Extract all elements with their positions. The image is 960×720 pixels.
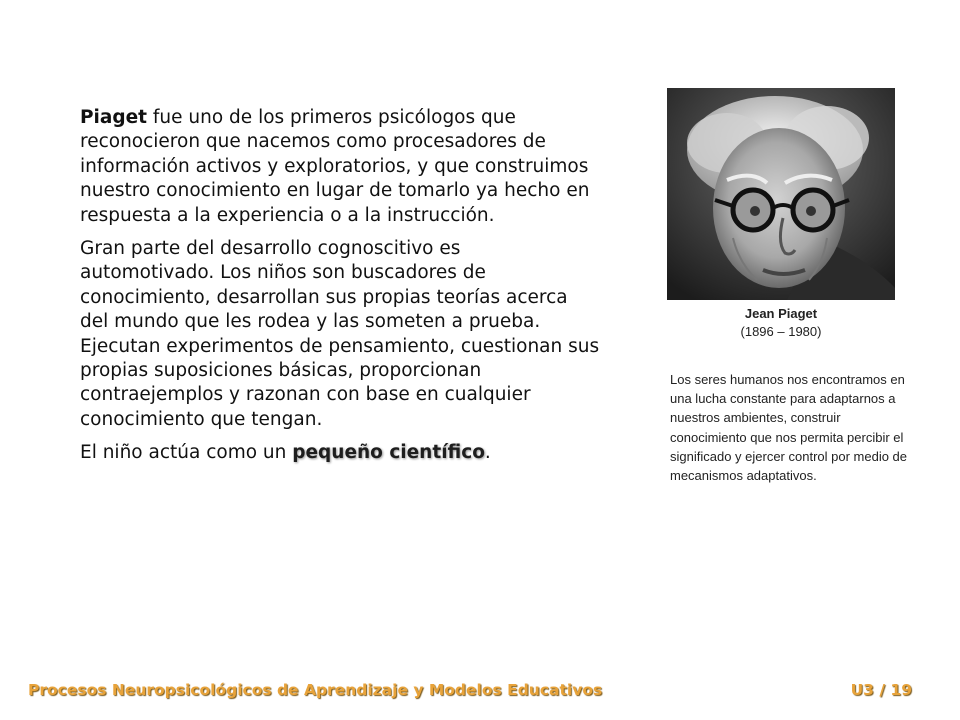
footer xyxy=(28,681,912,699)
course-title: Procesos Neuropsicológicos de Aprendizaje y Modelos Educativos xyxy=(28,681,603,699)
little-scientist-highlight: pequeño científico xyxy=(292,442,485,464)
piaget-bold-lead: Piaget xyxy=(80,107,148,128)
intro-text: fue uno de los primeros psicólogos que reconocieron que nacemos como procesadores de información activos y exploratorios, y que construimos nuestro conocimiento en lugar de tomarlo ya hecho en respuesta a la experiencia o a la instrucción. xyxy=(80,107,590,226)
conclusion-before: El niño actúa como un xyxy=(80,442,293,464)
sidebar-quote: Los seres humanos nos encontramos en una lucha constante para adaptarnos a nuestros ambientes, construir conocimiento que nos permita percibir el significado y ejercer control por medio de mecanismos adaptativos. xyxy=(670,372,908,484)
portrait-years: (1896 – 1980) xyxy=(740,324,822,339)
page-number: U3 / 19 xyxy=(850,681,912,699)
paragraph-conclusion xyxy=(80,441,600,465)
portrait-name: Jean Piaget xyxy=(744,306,818,321)
portrait-caption xyxy=(667,305,895,341)
paragraph-development: Gran parte del desarrollo cognoscitivo es automotivado. Los niños son buscadores de conocimiento, desarrollan sus propias teorías acerca del mundo que les rodea y las someten a prueba. Ejecutan experimentos de pensamiento, cuestionan sus propias suposiciones básicas, proporcionan contraejemplos y razonan con base en cualquier conocimiento que tengan. xyxy=(80,238,600,430)
paragraph-intro xyxy=(80,106,600,228)
jean-piaget-portrait xyxy=(667,88,895,300)
main-text-block xyxy=(80,106,600,475)
conclusion-after: . xyxy=(484,442,491,464)
